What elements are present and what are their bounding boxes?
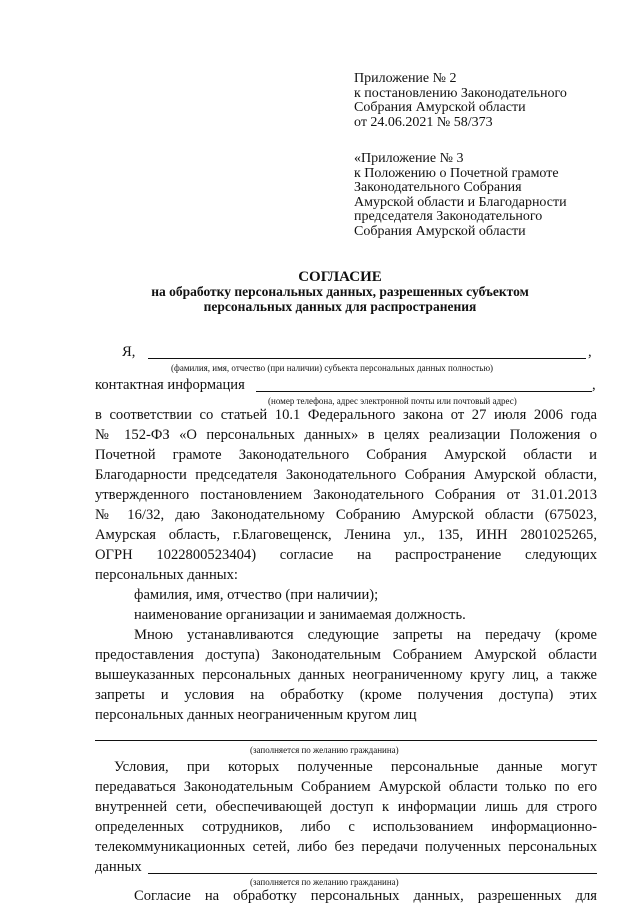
body-line: Почетной грамоте Законодательного Собрания Амурской области и [95, 447, 597, 463]
appendix-3-line: к Положению о Почетной грамоте [354, 165, 559, 181]
body-line: персональных данных неограниченным кругом лиц [95, 707, 417, 723]
body-line: персональных данных: [95, 567, 238, 583]
appendix-3-line: «Приложение № 3 [354, 151, 464, 166]
document-title: СОГЛАСИЕ [298, 269, 382, 285]
body-line: № 152-ФЗ «О персональных данных» в целях реализации Положения о [95, 427, 597, 443]
body-line: Благодарности председателя Законодательного Собрания Амурской области, [95, 467, 597, 483]
body-line: вышеуказанных персональных данных неограниченному кругу лиц, а также [95, 667, 597, 683]
fill-hint: (заполняется по желанию гражданина) [250, 745, 399, 755]
body-line: № 16/32, даю Законодательному Собранию Амурской области (675023, [95, 507, 597, 523]
body-line: Мною устанавливаются следующие запреты на передачу (кроме [134, 627, 597, 643]
body-line: внутренней сети, обеспечивающей доступ к информации лишь для строго [95, 799, 597, 815]
appendix-3-line: Законодательного Собрания [354, 180, 522, 195]
body-line: телекоммуникационных сетей, либо без передачи полученных персональных [95, 839, 597, 855]
appendix-2-line: Собрания Амурской области [354, 100, 526, 115]
document-subtitle [80, 284, 600, 314]
appendix-2-line: к постановлению Законодательного [354, 85, 567, 101]
body-line: ОГРН 1022800523404) согласие на распространение следующих [95, 547, 597, 563]
body-line: в соответствии со статьей 10.1 Федерального закона от 27 июля 2006 года [95, 407, 597, 423]
appendix-3-line: председателя Законодательного [354, 209, 543, 224]
body-line: Условия, при которых полученные персональные данные могут [114, 759, 597, 775]
contact-comma: , [592, 377, 596, 393]
i-label: Я, [122, 344, 136, 360]
body-line: определенных сотрудников, либо с использованием информационно- [95, 819, 597, 835]
data-label: данных [95, 859, 142, 875]
subtitle-line: на обработку персональных данных, разрешенных субъектом [151, 284, 529, 299]
appendix-3-header [354, 152, 624, 239]
fio-comma: , [588, 344, 592, 360]
fio-hint: (фамилия, имя, отчество (при наличии) субъекта персональных данных полностью) [171, 363, 494, 373]
contact-field-line[interactable] [256, 391, 592, 392]
appendix-3-line: Собрания Амурской области [354, 223, 526, 239]
body-line: утвержденного постановлением Законодательного Собрания от 31.01.2013 [95, 487, 597, 503]
appendix-2-header [354, 72, 624, 130]
appendix-2-line: от 24.06.2021 № 58/373 [354, 114, 493, 130]
body-line: Согласие на обработку персональных данных, разрешенных для [134, 888, 597, 904]
appendix-3-line: Амурской области и Благодарности [354, 194, 567, 210]
appendix-2-line: Приложение № 2 [354, 71, 457, 86]
contact-hint: (номер телефона, адрес электронной почты или почтовый адрес) [268, 396, 517, 406]
list-item: фамилия, имя, отчество (при наличии); [134, 587, 379, 603]
restrictions-field-line[interactable] [95, 740, 597, 741]
body-line: передаваться Законодательным Собранием Амурской области только по его [95, 779, 597, 795]
subtitle-line: персональных данных для распространения [203, 299, 477, 314]
conditions-field-line[interactable] [148, 873, 597, 874]
body-line: Амурская область, г.Благовещенск, Ленина ул., 135, ИНН 2801025265, [95, 527, 597, 543]
contact-label: контактная информация [95, 377, 245, 393]
fio-field-line[interactable] [148, 358, 586, 359]
body-line: запреты и условия на обработку (кроме получения доступа) этих [95, 687, 597, 703]
list-item: наименование организации и занимаемая должность. [134, 607, 466, 623]
fill-hint-2: (заполняется по желанию гражданина) [250, 877, 399, 887]
body-line: предоставления доступа) Законодательным Собранием Амурской области [95, 647, 597, 663]
